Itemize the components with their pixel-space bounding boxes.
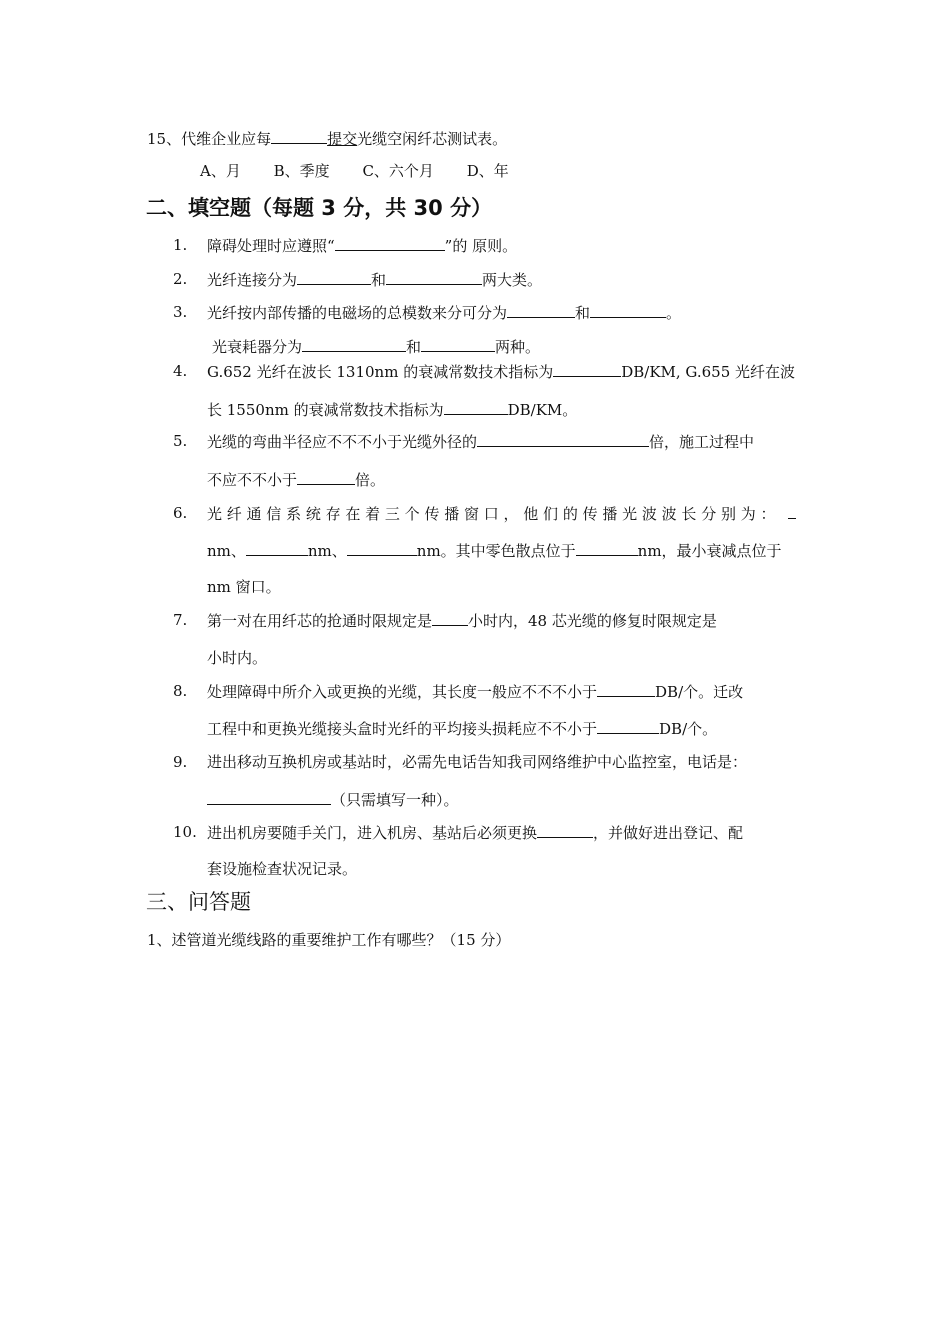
item1-text-a: 障碍处理时应遵照“ [207, 237, 335, 255]
item1-num: 1. [173, 236, 188, 254]
item3-text-d: 光衰耗器分为 [212, 338, 303, 356]
item6-blank-3[interactable] [576, 540, 638, 556]
item6-blank-2[interactable] [347, 540, 417, 556]
item8-blank-2[interactable] [597, 718, 659, 734]
item10-text-a: 进出机房要随手关门，进入机房、基站后必须更换 [207, 824, 538, 842]
item4-text-a: G.652 光纤在波长 1310nm 的衰减常数技术指标为 [207, 363, 554, 381]
item5-blank-2[interactable] [297, 469, 355, 485]
item3-text-f: 两种。 [495, 338, 541, 356]
q15-option-a: A、月 [200, 162, 241, 180]
item9-num: 9. [173, 753, 188, 771]
q15-line [147, 128, 507, 149]
item3-text-e: 和 [406, 338, 422, 356]
item7-text-b: 小时内，48 芯光缆的修复时限规定是 [468, 612, 717, 630]
q15-prefix: 15、代维企业应每 [147, 130, 272, 148]
item9-line2 [207, 789, 459, 810]
item6-line2 [207, 540, 782, 561]
item6-text-a: 光 纤 通 信 系 统 存 在 着 三 个 传 播 窗 口 ， 他 们 的 传 播 光 波 波 长 分 别 为 ： [207, 505, 776, 523]
item8-line2 [207, 718, 717, 739]
item6-line1 [207, 503, 796, 524]
item5-line1 [207, 431, 754, 452]
item10-blank-1[interactable] [537, 822, 593, 838]
item7-blank-1[interactable] [432, 610, 468, 626]
q15-option-b: B、季度 [273, 162, 330, 180]
q15-option-d: D、年 [466, 162, 509, 180]
item7-text-c: 小时内。 [207, 649, 268, 667]
item5-text-c: 不应不不小于 [207, 471, 298, 489]
section2-title: 二、填空题（每题 3 分，共 30 分） [146, 196, 493, 220]
item4-text-b: DB/KM, G.655 光纤在波 [621, 363, 796, 381]
item6-text-b: nm、 [207, 542, 246, 560]
item3-text-c: 。 [666, 304, 682, 322]
item6-blank-1[interactable] [246, 540, 308, 556]
item2-text-c: 两大类。 [482, 271, 543, 289]
item3-blank-1[interactable] [507, 302, 575, 318]
item1-text-b: ”的 原则。 [444, 237, 518, 255]
item5-num: 5. [173, 432, 188, 450]
q15-blank[interactable] [271, 128, 327, 144]
item8-text-b: DB/个。迁改 [655, 683, 744, 701]
item6-text-f: nm 窗口。 [207, 578, 281, 596]
item8-text-a: 处理障碍中所介入或更换的光缆，其长度一般应不不不小于 [207, 683, 598, 701]
item10-num: 10. [173, 823, 197, 841]
item2-blank-2[interactable] [386, 269, 482, 285]
item7-line1 [207, 610, 717, 631]
item7-text-a: 第一对在用纤芯的抢通时限规定是 [207, 612, 433, 630]
item8-text-d: DB/个。 [659, 720, 718, 738]
item7-num: 7. [173, 611, 188, 629]
item8-line1 [207, 681, 743, 702]
item2-num: 2. [173, 270, 188, 288]
item4-text-d: DB/KM。 [507, 401, 578, 419]
item6-line3 [207, 577, 281, 597]
item5-line2 [207, 469, 385, 490]
q15-suffix: 光缆空闲纤芯测试表。 [357, 130, 508, 148]
q15-option-c: C、六个月 [362, 162, 434, 180]
item2-text-a: 光纤连接分为 [207, 271, 298, 289]
item3-blank-4[interactable] [421, 336, 495, 352]
item5-blank-1[interactable] [477, 431, 649, 447]
item3-blank-2[interactable] [590, 302, 666, 318]
item2-line1 [207, 269, 542, 290]
item1-blank[interactable] [335, 235, 445, 251]
item4-text-c: 长 1550nm 的衰减常数技术指标为 [207, 401, 444, 419]
item3-num: 3. [173, 303, 188, 321]
item3-blank-3[interactable] [302, 336, 406, 352]
item2-blank-1[interactable] [297, 269, 371, 285]
item5-text-a: 光缆的弯曲半径应不不不小于光缆外径的 [207, 433, 478, 451]
item4-blank-2[interactable] [444, 399, 508, 415]
item3-text-a: 光纤按内部传播的电磁场的总模数来分可分为 [207, 304, 508, 322]
section3-title: 三、问答题 [146, 890, 251, 914]
item9-text-a: 进出移动互换机房或基站时，必需先电话告知我司网络维护中心监控室，电话是： [207, 753, 748, 771]
section3-q1: 1、述管道光缆线路的重要维护工作有哪些？（15 分） [147, 931, 511, 949]
item3-line1 [207, 302, 681, 323]
item6-num: 6. [173, 504, 188, 522]
item4-line1 [207, 361, 795, 382]
item6-blank-0[interactable] [788, 503, 796, 519]
item10-text-c: 套设施检查状况记录。 [207, 860, 358, 878]
item10-text-b: ，并做好进出登记、配 [593, 824, 744, 842]
item4-blank-1[interactable] [553, 361, 621, 377]
item6-text-e: nm，最小衰减点位于 [637, 542, 782, 560]
item5-text-d: 倍。 [355, 471, 386, 489]
item3-line2 [212, 336, 540, 357]
item10-line1 [207, 822, 743, 843]
item8-blank-1[interactable] [597, 681, 655, 697]
item8-text-c: 工程中和更换光缆接头盒时光纤的平均接头损耗应不不小于 [207, 720, 598, 738]
item9-line1 [207, 752, 747, 772]
item3-text-b: 和 [575, 304, 591, 322]
q15-underlined: 提交 [327, 130, 358, 148]
q15-options [200, 161, 537, 181]
item10-line2 [207, 859, 357, 879]
item7-line2 [207, 648, 267, 668]
item2-text-b: 和 [371, 271, 387, 289]
item4-num: 4. [173, 362, 188, 380]
item8-num: 8. [173, 682, 188, 700]
item1-line1 [207, 235, 517, 256]
item4-line2 [207, 399, 577, 420]
item9-text-b: （只需填写一种）。 [331, 791, 459, 809]
item6-text-d: nm。其中零色散点位于 [416, 542, 576, 560]
item6-text-c: nm、 [307, 542, 347, 560]
item9-blank-1[interactable] [207, 789, 331, 805]
item5-text-b: 倍，施工过程中 [649, 433, 755, 451]
